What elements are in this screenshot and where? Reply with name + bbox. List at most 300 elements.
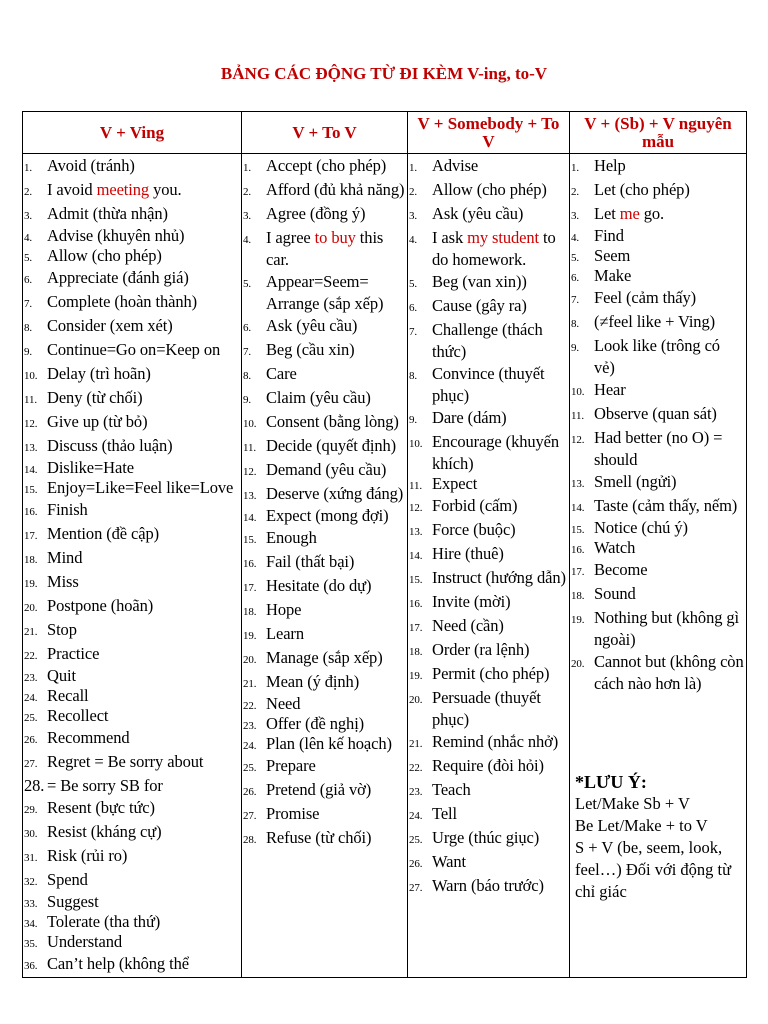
item-number: 17. [243, 582, 257, 594]
item-text: Advise [432, 156, 479, 175]
item-text: (≠feel like + Ving) [594, 312, 716, 331]
list-item [23, 247, 241, 267]
list-item [242, 715, 407, 735]
item-number: 11. [24, 394, 38, 406]
item-text: Dislike=Hate [47, 458, 134, 477]
list-item [23, 571, 241, 595]
verb-list [242, 154, 407, 851]
item-text: Challenge (thách thức) [432, 320, 543, 361]
list-item [242, 599, 407, 623]
item-text: Recollect [47, 706, 109, 725]
item-number: 21. [409, 738, 423, 750]
list-item [570, 155, 746, 179]
list-item [23, 953, 241, 977]
item-number: 4. [24, 232, 33, 244]
list-item [23, 913, 241, 933]
list-item [23, 203, 241, 227]
item-number: 1. [571, 162, 580, 174]
item-number: 10. [409, 438, 423, 450]
item-number: 25. [243, 762, 257, 774]
item-text: Hesitate (do dự) [266, 576, 372, 595]
item-number: 2. [243, 186, 252, 198]
item-number: 5. [409, 278, 418, 290]
header-to-v: V + To V [242, 112, 408, 154]
column-bare-infinitive [570, 154, 747, 978]
list-item [23, 643, 241, 667]
list-item [570, 267, 746, 287]
list-item [23, 435, 241, 459]
list-item [23, 411, 241, 435]
text-segment: I agree [266, 228, 315, 247]
item-number: 20. [243, 654, 257, 666]
list-item [23, 619, 241, 643]
list-item [570, 287, 746, 311]
list-item [242, 735, 407, 755]
item-text: Recommend [47, 728, 130, 747]
item-number: 8. [243, 370, 252, 382]
highlighted-text: to buy [314, 228, 356, 247]
item-number: 4. [409, 234, 418, 246]
item-number: 15. [571, 524, 585, 536]
item-number: 2. [571, 186, 580, 198]
verb-list [23, 154, 241, 977]
item-text: Demand (yêu cầu) [266, 460, 387, 479]
item-number: 7. [24, 298, 33, 310]
item-text: Force (buộc) [432, 520, 516, 539]
list-item [242, 411, 407, 435]
item-text: Plan (lên kế hoạch) [266, 734, 392, 753]
item-number: 17. [24, 530, 38, 542]
list-item [570, 607, 746, 651]
item-text: Invite (mời) [432, 592, 511, 611]
item-number: 26. [24, 734, 38, 746]
item-text: Encourage (khuyến khích) [432, 432, 560, 473]
item-text: Want [432, 852, 467, 871]
item-text: Continue=Go on=Keep on [47, 340, 221, 359]
text-segment: I avoid [47, 180, 97, 199]
item-number: 26. [243, 786, 257, 798]
item-number: 16. [409, 598, 423, 610]
list-item [242, 315, 407, 339]
list-item [570, 179, 746, 203]
list-item [570, 227, 746, 247]
item-text: Fail (thất bại) [266, 552, 355, 571]
item-text: Mention (đề cập) [47, 524, 160, 543]
list-item [242, 647, 407, 671]
item-text: Expect (mong đợi) [266, 506, 389, 525]
item-text: Require (đòi hỏi) [432, 756, 544, 775]
item-number: 6. [243, 322, 252, 334]
list-item [570, 471, 746, 495]
item-text: Tell [432, 804, 458, 823]
item-text [266, 227, 407, 271]
item-number: 9. [409, 414, 418, 426]
item-text: Resist (kháng cự) [47, 822, 162, 841]
item-number: 5. [24, 252, 33, 264]
list-item [23, 687, 241, 707]
item-number: 8. [24, 322, 33, 334]
list-item [570, 651, 746, 695]
item-text: Complete (hoàn thành) [47, 292, 198, 311]
item-number: 10. [243, 418, 257, 430]
list-item [408, 363, 569, 407]
item-number: 22. [409, 762, 423, 774]
item-text: Make [594, 266, 632, 285]
list-item [242, 623, 407, 647]
item-number: 22. [24, 650, 38, 662]
header-ving: V + Ving [23, 112, 242, 154]
list-item [23, 523, 241, 547]
item-text [47, 179, 241, 201]
item-text: Cause (gây ra) [432, 296, 527, 315]
item-number: 6. [409, 302, 418, 314]
list-item [242, 507, 407, 527]
item-number: 13. [24, 442, 38, 454]
item-number: 28. [24, 776, 45, 795]
item-number: 18. [409, 646, 423, 658]
item-number: 14. [571, 502, 585, 514]
list-item [23, 707, 241, 727]
item-number: 17. [409, 622, 423, 634]
verb-list [408, 154, 569, 899]
item-text: Beg (van xin)) [432, 272, 527, 291]
item-number: 3. [571, 210, 580, 222]
item-text: Prepare [266, 756, 316, 775]
page-title: BẢNG CÁC ĐỘNG TỪ ĐI KÈM V-ing, to-V [220, 64, 548, 83]
item-number: 31. [24, 852, 38, 864]
text-segment: to do homework. [432, 228, 556, 269]
item-text: Dare (dám) [432, 408, 507, 427]
list-item [23, 179, 241, 203]
list-item [23, 479, 241, 499]
highlighted-text: meeting [96, 180, 150, 199]
item-text: Care [266, 364, 297, 383]
item-number: 9. [243, 394, 252, 406]
item-text: Stop [47, 620, 77, 639]
item-text: Instruct (hướng dẫn) [432, 568, 566, 587]
item-text: Recall [47, 686, 89, 705]
list-item [408, 519, 569, 543]
item-text: Watch [594, 538, 636, 557]
list-item [23, 775, 241, 797]
item-number: 12. [243, 466, 257, 478]
note-line: Be Let/Make + to V [575, 816, 708, 835]
item-number: 27. [409, 882, 423, 894]
item-number: 15. [24, 484, 38, 496]
item-text [594, 203, 746, 225]
text-segment: this car. [266, 228, 384, 269]
list-item [242, 527, 407, 551]
list-item [23, 595, 241, 619]
item-number: 4. [571, 232, 580, 244]
header-bare-infinitive: V + (Sb) + V nguyên mẫu [570, 112, 747, 154]
item-text: Convince (thuyết phục) [432, 364, 545, 405]
list-item [242, 227, 407, 271]
item-number: 19. [24, 578, 38, 590]
item-number: 5. [571, 252, 580, 264]
item-text: Beg (cầu xin) [266, 340, 355, 359]
item-text: Hope [266, 600, 302, 619]
list-item [23, 751, 241, 775]
item-text: Help [594, 156, 626, 175]
list-item [570, 247, 746, 267]
list-item [570, 311, 746, 335]
item-number: 23. [243, 720, 257, 732]
item-number: 18. [24, 554, 38, 566]
list-item [23, 821, 241, 845]
item-text: Order (ra lệnh) [432, 640, 530, 659]
item-text: Urge (thúc giục) [432, 828, 540, 847]
item-number: 6. [24, 274, 33, 286]
item-number: 3. [409, 210, 418, 222]
item-text: Agree (đồng ý) [266, 204, 366, 223]
item-number: 3. [24, 210, 33, 222]
item-text: Regret = Be sorry about [47, 752, 204, 771]
list-item [408, 639, 569, 663]
content-row [23, 154, 747, 978]
item-text: Sound [594, 584, 636, 603]
text-segment: go. [639, 204, 665, 223]
column-somebody-to-v [408, 154, 570, 978]
item-text: Need [266, 694, 301, 713]
column-to-v [242, 154, 408, 978]
item-number: 2. [409, 186, 418, 198]
list-item [408, 203, 569, 227]
list-item [570, 559, 746, 583]
item-text: Allow (cho phép) [47, 246, 162, 265]
item-text: Decide (quyết định) [266, 436, 397, 455]
item-number: 21. [243, 678, 257, 690]
item-text: Warn (báo trước) [432, 876, 544, 895]
list-item [408, 475, 569, 495]
item-number: 34. [24, 918, 38, 930]
item-text: Claim (yêu cầu) [266, 388, 371, 407]
header-row [23, 112, 747, 154]
item-number: 16. [243, 558, 257, 570]
list-item [408, 615, 569, 639]
item-number: 15. [409, 574, 423, 586]
item-text: Mean (ý định) [266, 672, 360, 691]
item-number: 32. [24, 876, 38, 888]
header-somebody-to-v: V + Somebody + To V [408, 112, 570, 154]
item-number: 25. [24, 712, 38, 724]
item-text: Enough [266, 528, 317, 547]
item-number: 5. [243, 278, 252, 290]
item-number: 1. [409, 162, 418, 174]
list-item [242, 695, 407, 715]
item-text [432, 227, 569, 271]
list-item [408, 295, 569, 319]
item-text: Advise (khuyên nhủ) [47, 226, 185, 245]
list-item [23, 155, 241, 179]
list-item [23, 797, 241, 821]
item-number: 12. [409, 502, 423, 514]
item-number: 6. [571, 272, 580, 284]
list-item [242, 551, 407, 575]
item-text: Look like (trông có vẻ) [594, 336, 720, 377]
item-text: Forbid (cấm) [432, 496, 518, 515]
item-text: Consider (xem xét) [47, 316, 173, 335]
item-text: Suggest [47, 892, 99, 911]
list-item [408, 567, 569, 591]
item-text: Deserve (xứng đáng) [266, 484, 404, 503]
item-text: Permit (cho phép) [432, 664, 550, 683]
text-segment: Let [594, 204, 620, 223]
item-number: 7. [243, 346, 252, 358]
list-item [408, 803, 569, 827]
item-text: Seem [594, 246, 631, 265]
list-item [570, 203, 746, 227]
list-item [242, 459, 407, 483]
list-item [408, 319, 569, 363]
list-item [408, 827, 569, 851]
item-number: 24. [409, 810, 423, 822]
item-text: Expect [432, 474, 478, 493]
item-text: Offer (đề nghị) [266, 714, 365, 733]
note-line: Let/Make Sb + V [575, 794, 690, 813]
item-number: 16. [24, 506, 38, 518]
item-text: Deny (từ chối) [47, 388, 143, 407]
item-number: 25. [409, 834, 423, 846]
list-item [570, 539, 746, 559]
item-text: Give up (từ bỏ) [47, 412, 148, 431]
item-number: 23. [24, 672, 38, 684]
item-text: Nothing but (không gì ngoài) [594, 608, 740, 649]
text-segment: I ask [432, 228, 468, 247]
list-item [408, 663, 569, 687]
highlighted-text: me [619, 204, 640, 223]
item-number: 11. [409, 480, 423, 492]
item-text: Notice (chú ý) [594, 518, 688, 537]
verb-table [22, 111, 747, 978]
list-item [408, 407, 569, 431]
list-item [242, 179, 407, 203]
item-number: 27. [243, 810, 257, 822]
highlighted-text: my student [467, 228, 540, 247]
list-item [23, 267, 241, 291]
item-number: 12. [571, 434, 585, 446]
item-number: 20. [571, 658, 585, 670]
item-number: 13. [571, 478, 585, 490]
list-item [570, 583, 746, 607]
list-item [242, 387, 407, 411]
list-item [23, 667, 241, 687]
item-text: Risk (rủi ro) [47, 846, 128, 865]
note-title: *LƯU Ý: [575, 772, 647, 792]
item-number: 18. [571, 590, 585, 602]
list-item [23, 363, 241, 387]
list-item [23, 869, 241, 893]
item-text: Appear=Seem= Arrange (sắp xếp) [266, 272, 384, 313]
list-item [242, 271, 407, 315]
list-item [23, 339, 241, 363]
item-text: Postpone (hoãn) [47, 596, 154, 615]
item-text: Find [594, 226, 624, 245]
item-text: Understand [47, 932, 123, 951]
item-number: 19. [409, 670, 423, 682]
item-number: 24. [243, 740, 257, 752]
item-text: Ask (yêu cầu) [266, 316, 358, 335]
item-number: 26. [409, 858, 423, 870]
list-item [408, 179, 569, 203]
item-number: 4. [243, 234, 252, 246]
text-segment: you. [149, 180, 182, 199]
item-text: Afford (đủ khả năng) [266, 180, 405, 199]
item-number: 19. [571, 614, 585, 626]
list-item [23, 315, 241, 339]
list-item [408, 155, 569, 179]
item-number: 10. [571, 386, 585, 398]
item-number: 27. [24, 758, 38, 770]
item-number: 9. [571, 342, 580, 354]
list-item [242, 671, 407, 695]
verb-list [570, 154, 746, 695]
item-text: Allow (cho phép) [432, 180, 547, 199]
item-number: 3. [243, 210, 252, 222]
item-number: 22. [243, 700, 257, 712]
list-item [242, 203, 407, 227]
item-number: 24. [24, 692, 38, 704]
item-number: 29. [24, 804, 38, 816]
item-number: 14. [409, 550, 423, 562]
item-number: 9. [24, 346, 33, 358]
list-item [408, 851, 569, 875]
item-text: Need (cần) [432, 616, 504, 635]
list-item [408, 755, 569, 779]
item-number: 15. [243, 534, 257, 546]
item-number: 20. [24, 602, 38, 614]
item-number: 19. [243, 630, 257, 642]
list-item [570, 403, 746, 427]
item-text: Refuse (từ chối) [266, 828, 372, 847]
item-text: Enjoy=Like=Feel like=Love [47, 478, 234, 497]
item-number: 11. [243, 442, 257, 454]
item-number: 14. [243, 512, 257, 524]
item-text: Finish [47, 500, 88, 519]
item-text: Discuss (thảo luận) [47, 436, 173, 455]
item-number: 10. [24, 370, 38, 382]
item-text: Avoid (tránh) [47, 156, 135, 175]
item-number: 2. [24, 186, 33, 198]
list-item [408, 731, 569, 755]
item-text: Hear [594, 380, 626, 399]
note-line: S + V (be, seem, look, feel…) Đối với động từ chỉ giác [575, 838, 732, 901]
item-number: 14. [24, 464, 38, 476]
item-number: 11. [571, 410, 585, 422]
item-text: Smell (ngửi) [594, 472, 677, 491]
item-text: Practice [47, 644, 100, 663]
item-text: Hire (thuê) [432, 544, 504, 563]
list-item [242, 483, 407, 507]
list-item [23, 499, 241, 523]
item-text: Mind [47, 548, 83, 567]
item-text: Accept (cho phép) [266, 156, 387, 175]
item-text: Delay (trì hoãn) [47, 364, 151, 383]
item-number: 21. [24, 626, 38, 638]
list-item [408, 227, 569, 271]
item-number: 8. [571, 318, 580, 330]
list-item [23, 893, 241, 913]
list-item [408, 779, 569, 803]
list-item [408, 687, 569, 731]
item-text: Had better (no O) = should [594, 428, 723, 469]
item-text: Resent (bực tức) [47, 798, 155, 817]
list-item [408, 431, 569, 475]
item-text: Let (cho phép) [594, 180, 690, 199]
item-number: 8. [409, 370, 418, 382]
item-number: 12. [24, 418, 38, 430]
item-text: Appreciate (đánh giá) [47, 268, 189, 287]
